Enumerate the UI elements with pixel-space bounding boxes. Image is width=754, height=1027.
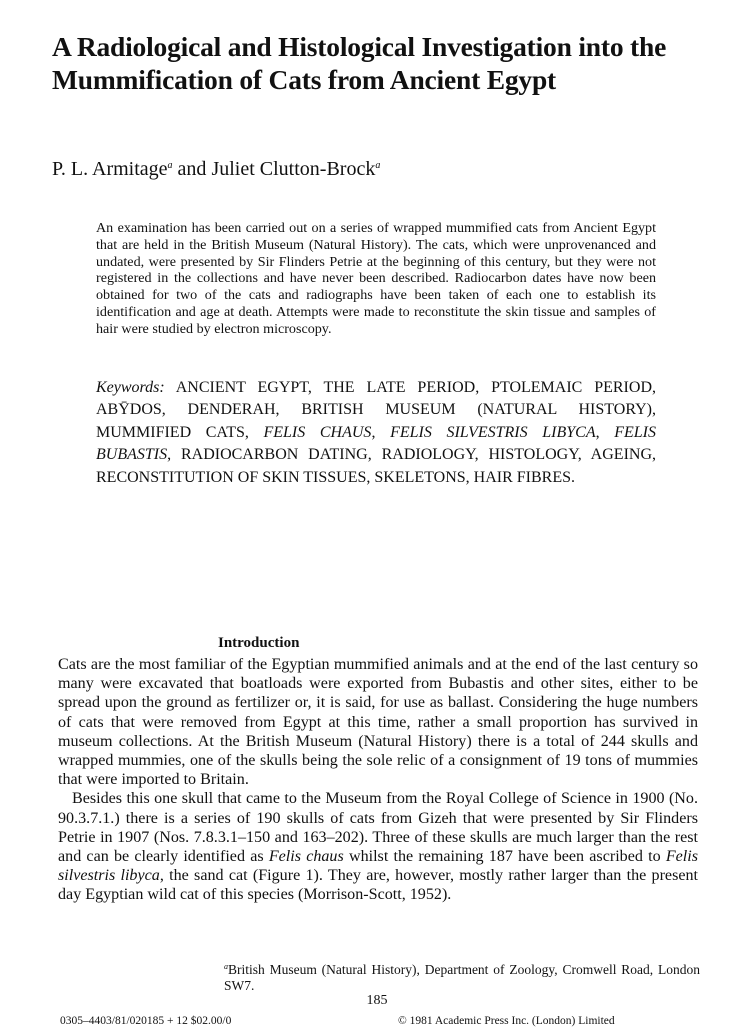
keywords-label: Keywords: <box>96 379 165 396</box>
author-name: Juliet Clutton-Brock <box>211 158 376 180</box>
keyword-species: FELIS CHAUS <box>263 423 372 441</box>
affiliation-mark: a <box>167 160 173 171</box>
section-heading-introduction: Introduction <box>218 635 300 651</box>
copyright-notice: © 1981 Academic Press Inc. (London) Limited <box>398 1015 615 1027</box>
page-number: 185 <box>366 993 388 1008</box>
abstract: An examination has been carried out on a series of wrapped mummified cats from Ancient Egypt that are held in the British Museum (Natural History). The cats, which were unprovenanced and undated, were presented by Sir Flinders Petrie at the beginning of this century, but they were not registered in the collections and have never been described. Radiocarbon dates have now been obtained for two of the cats and radiographs have been taken of each one to establish its identification and age at death. Attempts were made to reconstitute the skin tissue and samples of hair were studied by electron microscopy. <box>96 220 656 337</box>
keyword-species: FELIS BUBASTIS <box>96 423 657 464</box>
keywords-separator: , <box>595 423 615 441</box>
footnote-text: British Museum (Natural History), Department of Zoology, Cromwell Road, London SW7. <box>224 962 700 993</box>
affiliation-footnote <box>224 959 700 994</box>
keywords <box>96 377 656 489</box>
paragraph <box>58 789 698 904</box>
paragraph-text: whilst the remaining 187 have been ascribed to <box>343 848 666 866</box>
introduction-body <box>58 655 698 905</box>
paragraph: Cats are the most familiar of the Egyptian mummified animals and at the end of the last century so many were excavated that boatloads were exported from Bubastis and other sites, either to be spread upon the ground as fertilizer or, it is said, for use as ballast. Considering the huge numbers of cats that were removed from Egypt at this time, rather a small proportion has survived in museum collections. At the British Museum (Natural History) there is a total of 244 skulls and wrapped mummies, one of the skulls being the sole relic of a consignment of 19 tons of mummies that were imported to Britain. <box>58 656 698 789</box>
species-name: Felis silvestris libyca <box>58 848 699 885</box>
author-line <box>52 153 712 182</box>
article-title: A Radiological and Histological Investigation into the Mummification of Cats from Ancient Egypt <box>52 31 667 95</box>
paragraph-text: Besides this one skull that came to the Museum from the Royal College of Science in 1900 (No. 90.3.7.1.) there is a series of 190 skulls of cats from Gizeh that were presented by Sir Flinders Petrie in 1907 (Nos. 7.8.3.1–150 and 163–202). Three of these skulls are much larger than the rest and can be clearly identified as <box>58 790 698 866</box>
author-name: P. L. Armitage <box>52 158 168 180</box>
author-joiner: and <box>172 158 212 180</box>
affiliation-mark: a <box>375 160 381 171</box>
keywords-text: ANCIENT EGYPT, THE LATE PERIOD, PTOLEMAIC PERIOD, ABȲDOS, DENDERAH, BRITISH MUSEUM (NATURAL HISTORY), MUMMIFIED CATS, <box>96 379 656 441</box>
keywords-text: , RADIOCARBON DATING, RADIOLOGY, HISTOLOGY, AGEING, RECONSTITUTION OF SKIN TISSUES, SKELETONS, HAIR FIBRES. <box>96 446 656 486</box>
issn-code: 0305–4403/81/020185 + 12 $02.00/0 <box>60 1015 232 1027</box>
species-name: Felis chaus <box>268 848 344 866</box>
keywords-separator: , <box>371 423 391 441</box>
keyword-species: FELIS SILVESTRIS LIBYCA <box>390 423 596 441</box>
footnote-mark: a <box>224 962 228 971</box>
paragraph-text: , the sand cat (Figure 1). They are, however, mostly rather larger than the present day Egyptian wild cat of this species (Morrison-Scott, 1952). <box>58 867 698 904</box>
